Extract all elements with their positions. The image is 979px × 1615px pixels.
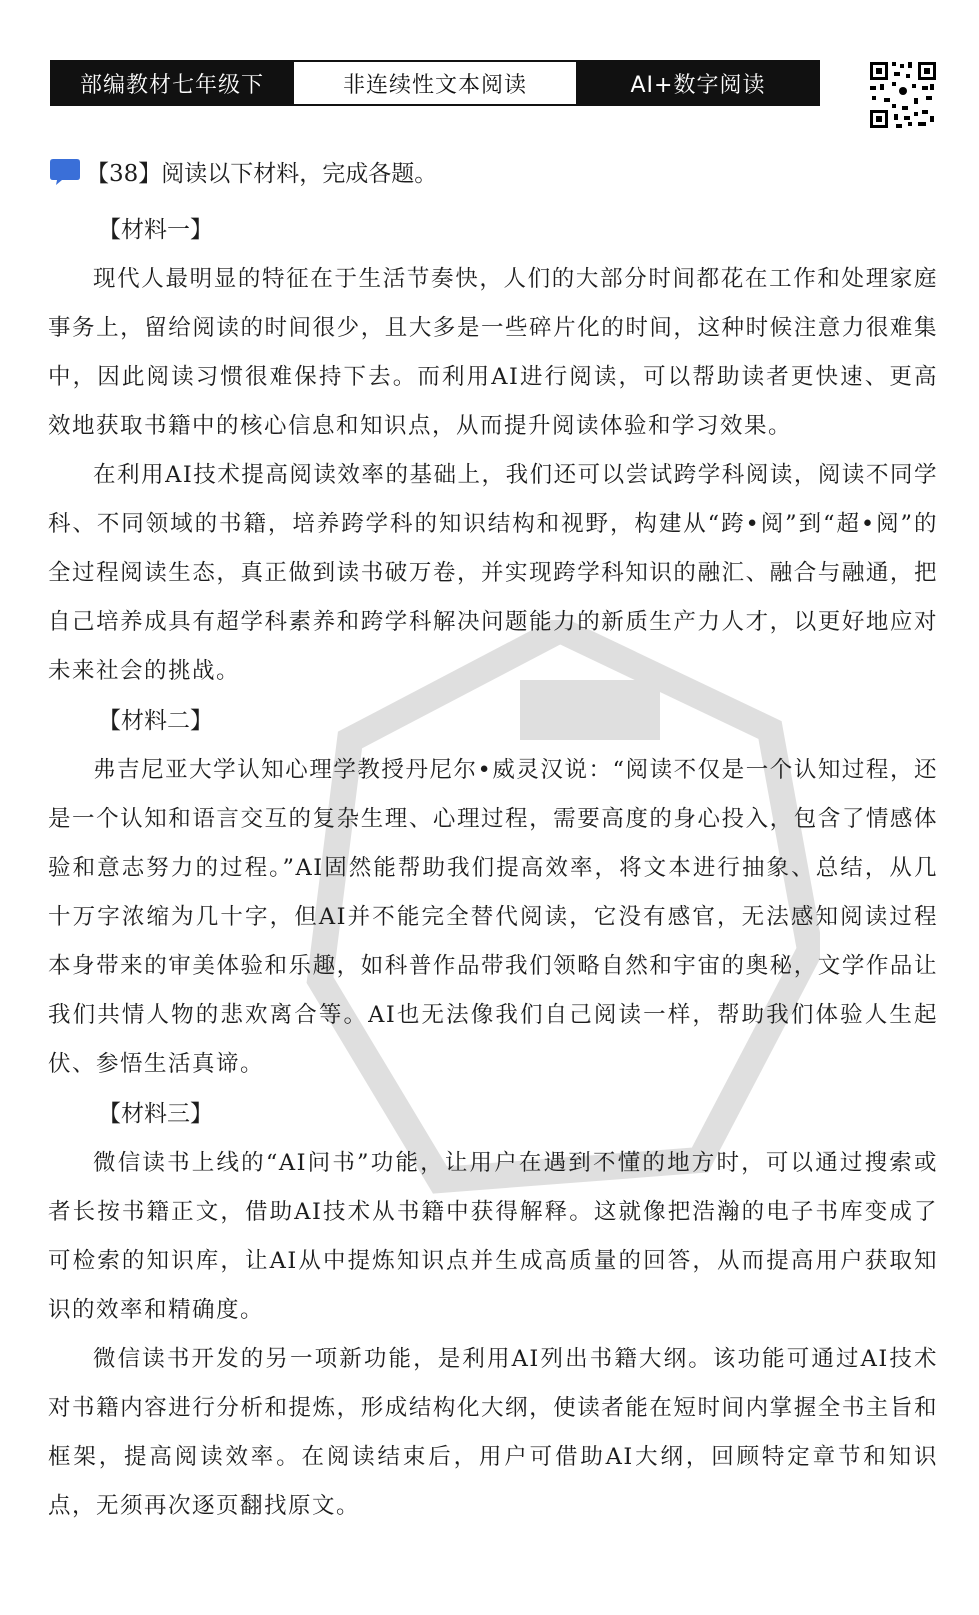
question-heading — [50, 155, 437, 188]
paragraph: 微信读书开发的另一项新功能，是利用AI列出书籍大纲。该功能可通过AI技术对书籍内容进行分析和提炼，形成结构化大纲，使读者能在短时间内掌握全书主旨和框架，提高阅读效率。在阅读结束后，用户可借助AI大纲，回顾特定章节和知识点，无须再次逐页翻找原文。 — [48, 1346, 938, 1519]
material-title: 【材料二】 — [98, 708, 213, 734]
header-category-label: AI+数字阅读 — [578, 62, 818, 104]
paragraph: 微信读书上线的“AI问书”功能，让用户在遇到不懂的地方时，可以通过搜索或者长按书籍正文，借助AI技术从书籍中获得解释。这就像把浩瀚的电子书库变成了可检索的知识库，让AI从中提炼知识点并生成高质量的回答，从而提高用户获取知识的效率和精确度。 — [48, 1150, 938, 1323]
qr-code-icon[interactable] — [868, 60, 938, 130]
note-icon — [50, 159, 80, 185]
material-2 — [48, 696, 938, 1089]
paragraph: 弗吉尼亚大学认知心理学教授丹尼尔•威灵汉说：“阅读不仅是一个认知过程，还是一个认知和语言交互的复杂生理、心理过程，需要高度的身心投入，包含了情感体验和意志努力的过程。”AI固然能帮助我们提高效率，将文本进行抽象、总结，从几十万字浓缩为几十字，但AI并不能完全替代阅读，它没有感官，无法感知阅读过程本身带来的审美体验和乐趣，如科普作品带我们领略自然和宇宙的奥秘，文学作品让我们共情人物的悲欢离合等。AI也无法像我们自己阅读一样，帮助我们体验人生起伏、参悟生活真谛。 — [48, 757, 938, 1077]
material-title: 【材料三】 — [98, 1101, 213, 1127]
material-3 — [48, 1089, 938, 1531]
header-bar — [50, 60, 820, 106]
material-title: 【材料一】 — [98, 217, 213, 243]
material-1 — [48, 205, 938, 696]
paragraph: 现代人最明显的特征在于生活节奏快，人们的大部分时间都花在工作和处理家庭事务上，留给阅读的时间很少，且大多是一些碎片化的时间，这种时候注意力很难集中，因此阅读习惯很难保持下去。而利用AI进行阅读，可以帮助读者更快速、更高效地获取书籍中的核心信息和知识点，从而提升阅读体验和学习效果。 — [48, 266, 938, 439]
question-label: 【38】阅读以下材料，完成各题。 — [86, 161, 438, 187]
header-grade-label: 部编教材七年级下 — [52, 62, 292, 104]
header-topic-label: 非连续性文本阅读 — [292, 62, 578, 104]
reading-content — [48, 205, 938, 1531]
paragraph: 在利用AI技术提高阅读效率的基础上，我们还可以尝试跨学科阅读，阅读不同学科、不同领域的书籍，培养跨学科的知识结构和视野，构建从“跨•阅”到“超•阅”的全过程阅读生态，真正做到读书破万卷，并实现跨学科知识的融汇、融合与融通，把自己培养成具有超学科素养和跨学科解决问题能力的新质生产力人才，以更好地应对未来社会的挑战。 — [48, 462, 938, 684]
